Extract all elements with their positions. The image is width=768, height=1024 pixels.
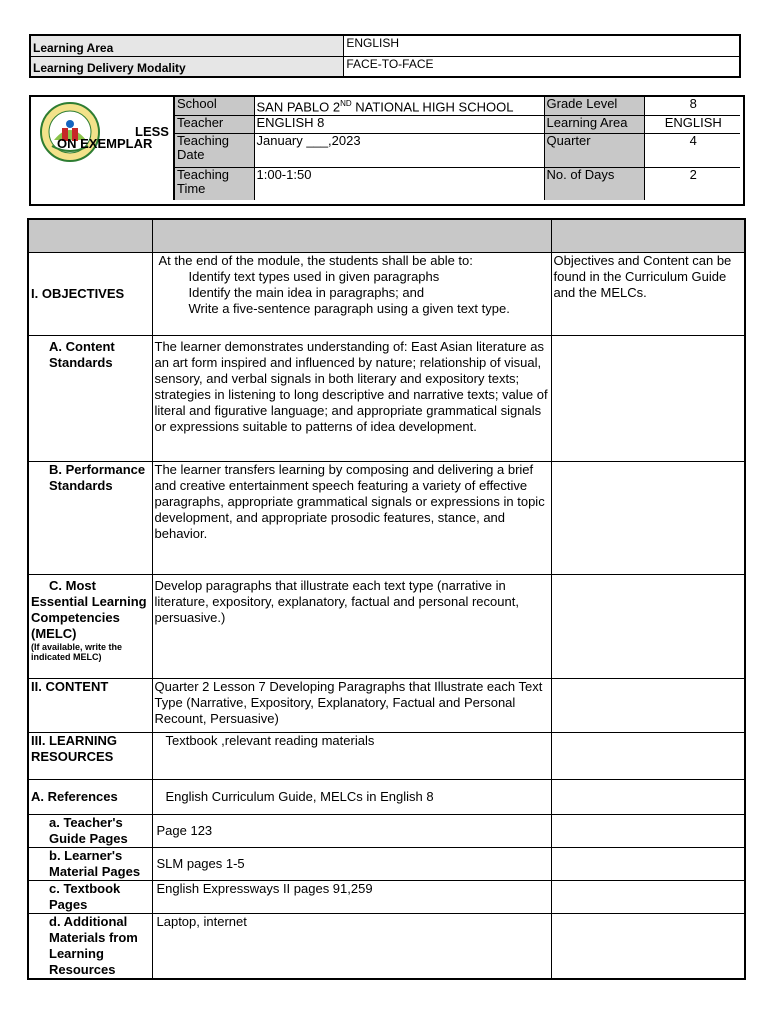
references-label: A. References <box>28 779 152 814</box>
empty-cell <box>551 847 745 880</box>
teaching-time-label: Teaching Time <box>174 167 254 200</box>
learner-material-row <box>28 847 745 880</box>
objective-item: Identify text types used in given paragraphs <box>188 268 440 284</box>
lesson-plan-table <box>27 218 746 980</box>
learning-area-row <box>30 35 740 56</box>
empty-cell <box>551 880 745 913</box>
melc-sublabel: (If available, write the indicated MELC) <box>31 641 123 662</box>
empty-cell <box>551 732 745 779</box>
references-text: English Curriculum Guide, MELCs in English 8 <box>152 779 551 814</box>
content-row <box>28 678 745 732</box>
learning-area-table <box>29 34 741 78</box>
objectives-content <box>152 252 551 335</box>
learning-area-label: Learning Area <box>30 35 344 56</box>
objectives-label: I. OBJECTIVES <box>28 252 152 335</box>
empty-cell <box>551 574 745 678</box>
school-name-suffix: NATIONAL HIGH SCHOOL <box>351 99 514 115</box>
teaching-date-value: January ___,2023 <box>254 133 544 167</box>
modality-value: FACE-TO-FACE <box>344 56 740 77</box>
performance-standards-label: B. Performance Standards <box>28 461 152 574</box>
empty-cell <box>551 461 745 574</box>
school-label: School <box>174 97 254 115</box>
additional-materials-text: Laptop, internet <box>152 913 551 979</box>
melc-row <box>28 574 745 678</box>
empty-cell <box>551 913 745 979</box>
days-value: 2 <box>644 167 740 200</box>
modality-label: Learning Delivery Modality <box>30 56 344 77</box>
grade-level-label: Grade Level <box>544 97 644 115</box>
textbook-text: English Expressways II pages 91,259 <box>152 880 551 913</box>
content-standards-label-text: A. Content Standards <box>49 338 115 370</box>
textbook-label: c. Textbook Pages <box>28 880 152 913</box>
learning-area-value: ENGLISH <box>344 35 740 56</box>
content-standards-row <box>28 335 745 461</box>
school-name-sup: ND <box>340 99 352 108</box>
quarter-label: Quarter <box>544 133 644 167</box>
teaching-date-label: Teaching Date <box>174 133 254 167</box>
time-row <box>174 167 740 200</box>
school-value <box>254 97 544 115</box>
additional-materials-label: d. Additional Materials from Learning Resources <box>28 913 152 979</box>
content-standards-text <box>152 335 551 461</box>
header-cell <box>551 219 745 252</box>
teaching-time-value: 1:00-1:50 <box>254 167 544 200</box>
empty-cell <box>551 779 745 814</box>
learner-material-label: b. Learner's Material Pages <box>28 847 152 880</box>
references-row <box>28 779 745 814</box>
teacher-guide-row <box>28 814 745 847</box>
content-standards-label <box>28 335 152 461</box>
additional-materials-row <box>28 913 745 979</box>
learner-material-text: SLM pages 1-5 <box>152 847 551 880</box>
learning-resources-text: Textbook ,relevant reading materials <box>152 732 551 779</box>
days-label: No. of Days <box>544 167 644 200</box>
date-row <box>174 133 740 167</box>
teacher-guide-label: a. Teacher's Guide Pages <box>28 814 152 847</box>
teacher-label: Teacher <box>174 115 254 133</box>
lesson-label-part2: ON EXEMPLAR <box>57 136 153 151</box>
teacher-row <box>174 115 740 133</box>
performance-standards-row <box>28 461 745 574</box>
objective-item: Identify the main idea in paragraphs; and <box>188 284 425 300</box>
header-cell <box>152 219 551 252</box>
quarter-value: 4 <box>644 133 740 167</box>
melc-label-text: C. Most Essential Learning Competencies (MELC) <box>31 577 147 641</box>
objective-item: Write a five-sentence paragraph using a given text type. <box>188 300 510 316</box>
melc-label <box>28 574 152 678</box>
lesson-header <box>29 95 745 206</box>
learning-resources-label: III. LEARNING RESOURCES <box>28 732 152 779</box>
learning-resources-row <box>28 732 745 779</box>
content-label: II. CONTENT <box>28 678 152 732</box>
objectives-intro: At the end of the module, the students shall be able to: <box>158 252 473 268</box>
school-name-part: SAN PABLO 2 <box>256 99 341 115</box>
grade-level-value: 8 <box>644 97 740 115</box>
learning-area-value-2: ENGLISH <box>644 115 740 133</box>
lesson-label-part1: LESS <box>135 124 169 139</box>
objectives-row <box>28 252 745 335</box>
learning-area-label-2: Learning Area <box>544 115 644 133</box>
objectives-note: Objectives and Content can be found in the Curriculum Guide and the MELCs. <box>551 252 745 335</box>
header-cell <box>28 219 152 252</box>
empty-cell <box>551 678 745 732</box>
school-seal-logo <box>40 102 100 162</box>
modality-row <box>30 56 740 77</box>
lesson-info-table <box>173 97 740 200</box>
textbook-row <box>28 880 745 913</box>
teacher-guide-text: Page 123 <box>152 814 551 847</box>
melc-body: Develop paragraphs that illustrate each text type (narrative in literature, expository, explanatory, factual and personal recount, persuasive.) <box>154 577 519 625</box>
performance-standards-text: The learner transfers learning by composing and delivering a brief and creative entertainment speech featuring a variety of effective paragraphs, appropriate grammatical signals or expressions in topic development, and appropriate prosodic features, stance, and behavior. <box>152 461 551 574</box>
content-standards-body: The learner demonstrates understanding of: East Asian literature as an art form inspired and influenced by nature; relationship of visual, sensory, and verbal signals in both literary and expository texts; strategies in listening to long descriptive and narrative texts; value of literal and figurative language; and appropriate grammatical signals or expressions suitable to patterns of idea development. <box>154 338 548 434</box>
empty-cell <box>551 335 745 461</box>
content-text: Quarter 2 Lesson 7 Developing Paragraphs that Illustrate each Text Type (Narrative, Expository, Explanatory, Factual and Personal Recount, Persuasive) <box>152 678 551 732</box>
melc-text <box>152 574 551 678</box>
empty-cell <box>551 814 745 847</box>
school-row <box>174 97 740 115</box>
table-header-row <box>28 219 745 252</box>
teacher-value: ENGLISH 8 <box>254 115 544 133</box>
